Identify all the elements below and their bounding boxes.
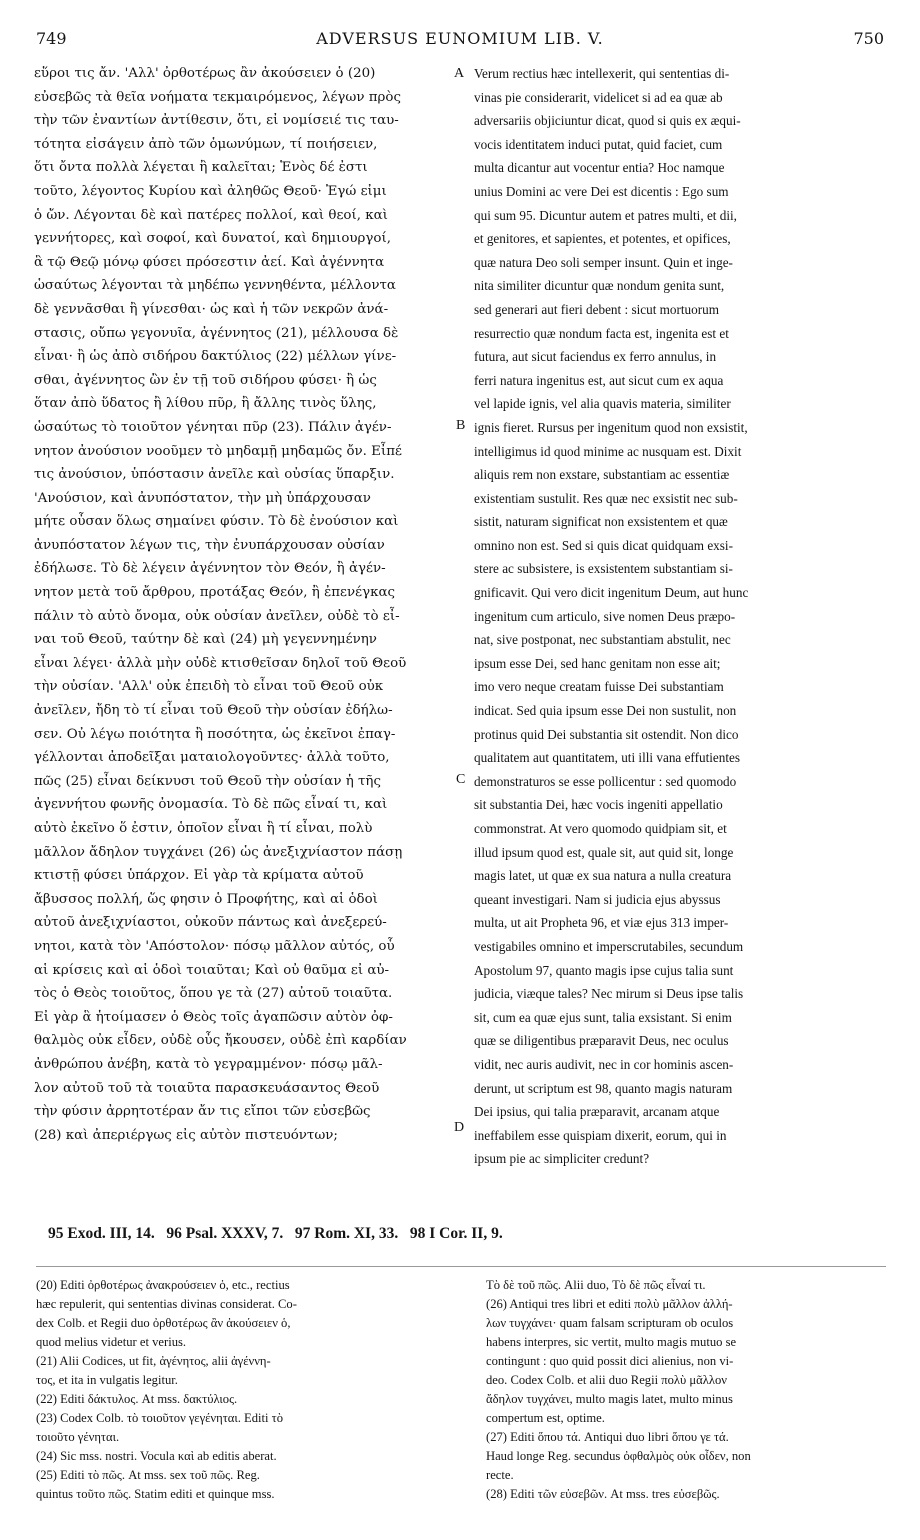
footnote-line: (28) Editi τῶν εὐσεβῶν. At mss. tres εὐσεβῶς. [486,1487,720,1501]
greek-text-line: τὴν φύσιν ἀρρητοτέραν ἄν τις εἴποι τῶν εὐσεβῶς [34,1104,371,1120]
latin-text-line: ferri natura ingenitus est, aut sicut cum ex aqua [474,372,724,388]
greek-text-line: ἄβυσσος πολλή, ὥς φησιν ὁ Προφήτης, καὶ αἱ ὁδοὶ [34,891,378,907]
latin-text-line: intelligimus id quod minime ac nusquam est. Dixit [474,443,742,459]
latin-text-line: adversariis objiciuntur dicat, quod si quis ex æqui- [474,113,741,129]
footnote-line: τος, et ita in vulgatis legitur. [36,1373,178,1387]
greek-text-line: μᾶλλον ἄδηλον τυγχάνει (26) ὡς ἀνεξιχνίαστον πάσῃ [34,844,403,860]
footnote-line: habens interpres, sic vertit, multo magis mutuo se [486,1335,737,1349]
margin-letter-c: C [456,772,466,787]
latin-text-line: protinus quid Dei substantia sit ostendit. Non dico [474,726,739,742]
latin-text-line: derunt, ut scriptum est 98, quanto magis naturam [474,1080,733,1096]
margin-letter-b: B [456,418,466,433]
footnotes-right-column [486,1276,886,1504]
footnote-line: (20) Editi ὀρθοτέρως ἀνακρούσειεν ὁ, etc., rectius [36,1278,290,1292]
footnote-line: compertum est, optime. [486,1411,605,1425]
greek-text-line: στασις, οὔπω γεγονυῖα, ἀγέννητος (21), μέλλουσα δὲ [34,325,399,341]
latin-text-line: nat, sive postponat, nec substantiam abstulit, nec [474,632,731,648]
latin-text-line: illud ipsum quod est, quale sit, aut quid sit, longe [474,844,734,860]
footnote-line: hæc repulerit, qui sententias divinas considerat. Co- [36,1297,297,1311]
greek-text-line: τὴν οὐσίαν. 'Αλλ' οὐκ ἐπειδὴ τὸ εἶναι τοῦ Θεοῦ οὐκ [34,679,384,695]
greek-text-line: ὅτι ὄντα πολλὰ λέγεται ἢ καλεῖται; Ἑνὸς δέ ἐστι [34,160,368,176]
greek-text-line: τὴν τῶν ἐναντίων ἀντίθεσιν, ὅτι, εἰ νομίσειέ τις ταυ- [34,113,399,129]
greek-text-line: γέλλονται ἀποδεῖξαι ματαιολογοῦντες· ἀλλὰ τοῦτο, [34,750,390,766]
latin-text-line: queant investigari. Nam si judicia ejus abyssus [474,891,721,907]
latin-text-line: sistit, naturam significat non exsistentem et quæ [474,514,728,530]
greek-text-line: σθαι, ἀγέννητος ὢν ἐν τῇ τοῦ σιδήρου φύσει· ἢ ὡς [34,372,377,388]
footnote-line: quod melius videtur et verius. [36,1335,187,1349]
greek-text-line: ὡσαύτως λέγονται τὰ μηδέπω γεννηθέντα, μέλλοντα [34,278,396,294]
latin-text-line: qui sum 95. Dicuntur autem et patres multi, et dii, [474,207,737,223]
greek-text-line: μήτε οὖσαν ὅλως σημαίνει φύσιν. Τὸ δὲ ἐνούσιον καὶ [34,514,399,530]
latin-text-line: futura, aut sicut faciendus ex ferro annulus, in [474,349,717,365]
latin-text-line: ipsum esse Dei, sed hanc genitam non esse ait; [474,655,721,671]
greek-text-line: κτιστῇ φύσει ὑπάρχον. Εἰ γὰρ τὰ κρίματα αὐτοῦ [34,868,364,884]
greek-text-line: ναι τοῦ Θεοῦ, ταύτην δὲ καὶ (24) μὴ γεγεννημένην [34,632,377,648]
latin-text-line: ineffabilem esse quispiam dixerit, eorum, qui in [474,1127,727,1143]
latin-text-line: nita similiter dicuntur quæ nondum genita sunt, [474,278,725,294]
latin-text-line: judicia, viæque tales? Nec mirum si Deus ipse talis [474,986,744,1002]
footnote-line: (24) Sic mss. nostri. Vocula καὶ ab editis aberat. [36,1449,277,1463]
latin-text-line: sed generari aut fieri debent : sicut mortuorum [474,301,719,317]
latin-text-line: ignis fieret. Rursus per ingenitum quod non exsistit, [474,419,748,435]
greek-text-line: εἶναι· ἢ ὡς ἀπὸ σιδήρου δακτύλιος (22) μέλλων γίνε- [34,349,397,365]
footnote-line: (27) Editi ὅπου τά. Antiqui duo libri ὅπου γε τά. [486,1430,729,1444]
latin-text-line: vinas pie considerarit, videlicet si ad ea quæ ab [474,89,723,105]
latin-text-line: qualitatem aut quantitatem, uti illi vana effutientes [474,750,740,766]
latin-text-line: et genitores, et sapientes, et potentes, et opifices, [474,231,731,247]
greek-text-line: ἀγεννήτου φωνῆς ὀνομασία. Τὸ δὲ πῶς εἶναί τι, καὶ [34,797,388,813]
greek-text-line: νητον μετὰ τοῦ ἄρθρου, προτάξας Θεόν, ἢ ἐπενέγκας [34,585,395,601]
greek-text-line: τὸς ὁ Θεὸς τοιοῦτος, ὅπου γε τὰ (27) αὐτοῦ τοιαῦτα. [34,986,393,1002]
footnote-line: deo. Codex Colb. et alii duo Regii πολὺ μᾶλλον [486,1373,727,1387]
footnote-line: (22) Editi δάκτυλος. At mss. δακτύλιος. [36,1392,238,1406]
greek-text-line: ἀνεῖλεν, ἤδη τὸ τί εἶναι τοῦ Θεοῦ τὴν οὐσίαν ἐδήλω- [34,703,393,719]
latin-text-line: sit substantia Dei, hæc vocis ingeniti appellatio [474,797,723,813]
greek-text-line: σεν. Οὐ λέγω ποιότητα ἢ ποσότητα, ὡς ἐκεῖνοι ἐπαγ- [34,726,396,742]
running-header [36,28,884,50]
greek-text-line: νητοι, κατὰ τὸν 'Απόστολον· πόσῳ μᾶλλον αὐτός, οὗ [34,938,395,954]
scripture-references: 95 Exod. III, 14. 96 Psal. XXXV, 7. 97 Rom. XI, 33. 98 I Cor. II, 9. [48,1225,503,1242]
greek-text-line: τότητα εἰσάγειν ἀπὸ τῶν ὁμωνύμων, τί ποιήσειεν, [34,136,378,152]
greek-text-line: εἶναι λέγει· ἀλλὰ μὴν οὐδὲ κτισθεῖσαν δηλοῖ τοῦ Θεοῦ [34,655,407,671]
latin-text-line: ingenitum cum articulo, sive nomen Deus præpo- [474,608,736,624]
greek-text-line: ὁ ὤν. Λέγονται δὲ καὶ πατέρες πολλοί, καὶ θεοί, καὶ [34,207,388,223]
greek-text-line: ἐδήλωσε. Τὸ δὲ λέγειν ἀγέννητον τὸν Θεόν, ἢ ἀγέν- [34,561,386,577]
footnote-line: quintus τοῦτο πῶς. Statim editi et quinque mss. [36,1487,275,1501]
latin-text-line: ipsum pie ac simpliciter credunt? [474,1151,650,1167]
greek-text-line: ὡσαύτως τὸ τοιοῦτον γένηται πῦρ (23). Πάλιν ἀγέν- [34,419,392,435]
latin-text-line: aliquis rem non exstare, substantiam ac essentiæ [474,467,730,483]
latin-text-line: imo vero neque creatam fuisse Dei substantiam [474,679,724,695]
greek-text-line: ἃ τῷ Θεῷ μόνῳ φύσει πρόσεστιν ἀεί. Καὶ ἀγέννητα [34,254,385,270]
latin-text-column [474,62,888,1171]
latin-text-line: vidit, nec auris audivit, nec in cor hominis ascen- [474,1056,734,1072]
greek-text-line: αὐτὸ ἐκεῖνο ὅ ἐστιν, ὁποῖον εἶναι ἢ τί εἶναι, πολὺ [34,821,373,836]
footnote-line: λων τυγχάνει· quam falsam scripturam ob oculos [486,1316,734,1330]
latin-text-line: commonstrat. At vero quomodo quidpiam sit, et [474,821,727,836]
greek-text-line: Εἰ γὰρ ἃ ἡτοίμασεν ὁ Θεὸς τοῖς ἀγαπῶσιν αὐτὸν ὀφ- [34,1009,393,1025]
latin-text-line: quæ se diligentibus præparavit Deus, nec oculus [474,1033,729,1049]
greek-text-line: 'Ανούσιον, καὶ ἀνυπόστατον, τὴν μὴ ὑπάρχουσαν [34,490,371,506]
greek-text-line: αἱ κρίσεις καὶ αἱ ὁδοὶ τοιαῦται; Καὶ οὐ θαῦμα εἰ αὐ- [34,962,390,978]
latin-text-line: vel lapide ignis, vel alia quavis materia, similiter [474,396,731,412]
latin-text-line: indicat. Sed quia ipsum esse Dei non sustulit, non [474,703,737,719]
greek-text-line: πάλιν τὸ αὐτὸ ὄνομα, οὐκ οὐσίαν ἀνεῖλεν, οὐδὲ τὸ εἶ- [34,608,400,624]
greek-text-line: ἀνθρώπου ἀνέβη, κατὰ τὸ γεγραμμένον· πόσῳ μᾶλ- [34,1056,383,1072]
latin-text-line: unius Domini ac vere Dei est dicentis : Ego sum [474,183,729,199]
margin-letter-d: D [454,1120,465,1135]
latin-text-line: resurrectio quæ nondum facta est, ingenita est et [474,325,729,341]
footnote-line: Τὸ δὲ τοῦ πῶς. Alii duo, Τὸ δὲ πῶς εἶναί τι. [486,1278,706,1292]
footnote-line: (26) Antiqui tres libri et editi πολὺ μᾶλλον ἀλλή- [486,1297,733,1311]
greek-text-line: δὲ γεννᾶσθαι ἢ γίνεσθαι· ὡς καὶ ἡ τῶν νεκρῶν ἀνά- [34,301,389,317]
latin-text-line: sit, cum ea quæ ejus sunt, talia exsistant. Si enim [474,1009,732,1025]
page-number-left: 749 [36,29,67,48]
greek-text-line: λον αὐτοῦ τοῦ τὰ τοιαῦτα παρασκευάσαντος Θεοῦ [34,1080,380,1096]
greek-text-line: νητον ἀνούσιον νοοῦμεν τὸ μηδαμῇ μηδαμῶς ὄν. Εἶπέ [34,443,402,459]
footnote-line: contingunt : quo quid possit dici alienius, non vi- [486,1354,734,1368]
footnote-line: (23) Codex Colb. τὸ τοιοῦτον γεγένηται. Editi τὸ [36,1411,284,1425]
greek-text-line: εὕροι τις ἄν. 'Αλλ' ὀρθοτέρως ἂν ἀκούσειεν ὁ (20) [34,66,376,81]
latin-text-line: demonstraturos se esse pollicentur : sed quomodo [474,773,737,789]
latin-text-line: magis latet, ut quæ ex sua natura a nulla creatura [474,868,732,884]
latin-text-line: vocis identitatem induci putat, quid faciet, cum [474,136,723,152]
latin-text-line: multa, ut ait Propheta 96, et viæ ejus 313 imper- [474,915,729,931]
greek-text-line: εὐσεβῶς τὰ θεῖα νοήματα τεκμαιρόμενος, λέγων πρὸς [34,89,401,105]
greek-text-column [34,62,466,1147]
page-number-right: 750 [853,29,884,48]
greek-text-line: τις ἀνούσιον, ὑπόστασιν ἀνεῖλε καὶ οὐσίας ὕπαρξιν. [34,467,395,483]
footnote-line: dex Colb. et Regii duo ὀρθοτέρως ἂν ἀκούσειεν ὁ, [36,1316,291,1330]
notes-divider [36,1266,886,1267]
greek-text-line: τοῦτο, λέγοντος Κυρίου καὶ ἀληθῶς Θεοῦ· Ἐγώ εἰμι [34,183,387,199]
latin-text-line: Dei ipsius, qui talia præparavit, arcanam atque [474,1104,720,1120]
footnote-line: (25) Editi τὸ πῶς. At mss. sex τοῦ πῶς. Reg. [36,1468,260,1482]
latin-text-line: multa dicantur aut vocentur entia? Hoc namque [474,160,725,176]
greek-text-line: ἀνυπόστατον λέγων τις, τὴν ἐνυπάρχουσαν οὐσίαν [34,537,385,553]
footnote-line: (21) Alii Codices, ut fit, ἀγένητος, alii ἀγέννη- [36,1354,271,1368]
greek-text-line: θαλμὸς οὐκ εἶδεν, οὐδὲ οὖς ἤκουσεν, οὐδὲ ἐπὶ καρδίαν [34,1033,407,1049]
latin-text-line: stere ac subsistere, is exsistentem substantiam si- [474,561,733,577]
footnote-line: τοιοῦτο γένηται. [36,1430,120,1444]
latin-text-line: vestigabiles omnino et imperscrutabiles, secundum [474,938,744,954]
margin-letter-a: A [454,66,465,81]
footnote-line: recte. [486,1468,514,1482]
footnote-line: ἄδηλον τυγχάνει, multo magis latet, multo minus [486,1392,733,1406]
greek-text-line: αὐτοῦ ἀνεξιχνίαστοι, οὐκοῦν πάντως καὶ ἀνεξερεύ- [34,915,387,931]
latin-text-line: quæ natura Deo soli semper insunt. Quin et inge- [474,254,733,270]
footnote-line: Haud longe Reg. secundus ὀφθαλμὸς οὐκ οἶδεν, non [486,1449,751,1463]
running-title: ADVERSUS EUNOMIUM LIB. V. [316,29,604,48]
greek-text-line: ὅταν ἀπὸ ὕδατος ἢ λίθου πῦρ, ἢ ἄλλης τινὸς ὕλης, [34,396,377,412]
greek-text-line: πῶς (25) εἶναι δείκνυσι τοῦ Θεοῦ τὴν οὐσίαν ἡ τῆς [34,773,381,789]
latin-text-line: omnino non est. Sed si quis dicat quidquam exsi- [474,537,733,553]
latin-text-line: gnificavit. Qui vero dicit ingenitum Deum, aut hunc [474,585,749,601]
greek-text-line: (28) καὶ ἀπεριέργως εἰς αὐτὸν πιστευόντων; [34,1127,338,1143]
latin-text-line: Apostolum 97, quanto magis ipse cujus talia sunt [474,962,734,978]
latin-text-line: existentiam sustulit. Res quæ nec exsistit nec sub- [474,490,738,506]
greek-text-line: γεννήτορες, καὶ σοφοί, καὶ δυνατοί, καὶ δημιουργοί, [34,231,391,247]
latin-text-line: Verum rectius hæc intellexerit, qui sententias di- [474,66,730,81]
footnotes-left-column [36,1276,464,1504]
